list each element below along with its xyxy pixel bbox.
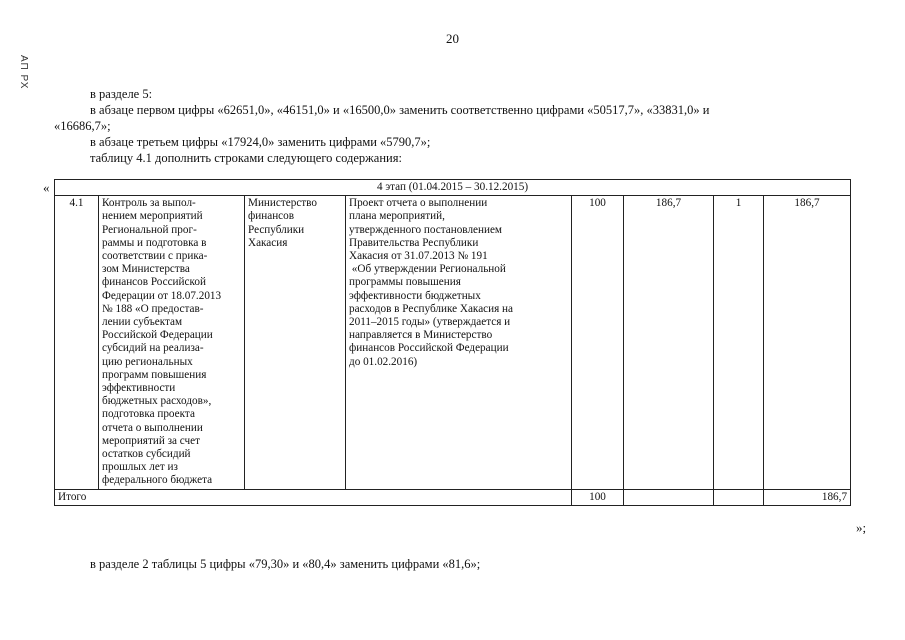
paragraph-first-abzac: в абзаце первом цифры «62651,0», «46151,0» и «16500,0» заменить соответственно цифрами «50517,7», «33831,0» и [90,103,710,117]
measure-line: соответствии с прика- [102,250,208,263]
measure-cell [99,196,245,489]
measure-line: субсидий на реализа- [102,342,204,355]
paragraph-table-intro: таблицу 4.1 дополнить строками следующего содержания: [90,151,402,165]
result-line: Проект отчета о выполнении [349,197,488,210]
measure-line: Региональной прог- [102,223,197,236]
total-row [55,489,851,505]
value-cell-2: 186,7 [624,196,714,489]
measure-line: федерального бюджета [102,474,213,487]
paragraph-section5: в разделе 5: [90,87,153,101]
result-cell [346,196,572,489]
result-line: Хакасия от 31.07.2013 № 191 [349,250,488,263]
measure-line: нением мероприятий [102,210,203,223]
measure-line: подготовка проекта [102,408,195,421]
stage-title: 4 этап (01.04.2015 – 30.12.2015) [55,180,851,196]
paragraph-first-abzac-cont: «16686,7»; [54,119,111,133]
measure-line: мероприятий за счет [102,434,201,447]
measure-line: прошлых лет из [102,461,178,474]
table-4-1-rows [54,179,851,506]
page-number: 20 [446,31,459,46]
measure-line: № 188 «О предостав- [102,302,204,315]
total-empty-3 [714,489,764,505]
total-value-1: 100 [572,489,624,505]
value-cell-1: 100 [572,196,624,489]
result-line: направляется в Министерство [349,329,493,342]
measure-line: Российской Федерации [102,329,213,342]
result-line: финансов Российской Федерации [349,342,509,355]
result-line: программы повышения [349,276,461,289]
table-row [55,196,851,489]
close-quote: »; [856,520,867,535]
total-empty-2 [624,489,714,505]
executor-line: Хакасия [248,236,288,249]
measure-line: Контроль за выпол- [102,197,196,210]
measure-line: зом Министерства [102,263,190,276]
result-line: эффективности бюджетных [349,289,481,302]
measure-line: эффективности [102,382,176,395]
executor-line: Республики [248,223,305,236]
result-line: утвержденного постановлением [349,223,503,236]
measure-line: программ повышения [102,368,207,381]
result-line: 2011–2015 годы» (утверждается и [349,316,511,329]
measure-line: финансов Российской [102,276,206,289]
result-line: Правительства Республики [349,236,479,249]
total-value-4: 186,7 [764,489,851,505]
open-quote: « [43,180,50,195]
total-label: Итого [55,489,572,505]
result-line: «Об утверждении Региональной [349,263,506,276]
value-cell-3: 1 [714,196,764,489]
executor-line: финансов [248,210,295,223]
value-cell-4: 186,7 [764,196,851,489]
measure-line: отчета о выполнении [102,421,203,434]
stage-row [55,180,851,196]
executor-cell [245,196,346,489]
result-line: плана мероприятий, [349,210,445,223]
paragraph-third-abzac: в абзаце третьем цифры «17924,0» заменить цифрами «5790,7»; [90,135,431,149]
side-stamp: АП РХ [18,55,29,90]
paragraph-section2-table5: в разделе 2 таблицы 5 цифры «79,30» и «80,4» заменить цифрами «81,6»; [90,557,481,571]
result-line: до 01.02.2016) [349,355,418,368]
measure-line: бюджетных расходов», [102,395,212,408]
result-line: расходов в Республике Хакасия на [349,302,514,315]
measure-line: цию региональных [102,355,193,368]
measure-line: остатков субсидий [102,448,191,461]
measure-line: Федерации от 18.07.2013 [102,289,222,302]
row-number: 4.1 [55,196,99,489]
measure-line: лении субъектам [102,316,183,329]
executor-line: Министерство [248,197,317,210]
measure-line: раммы и подготовка в [102,236,207,249]
